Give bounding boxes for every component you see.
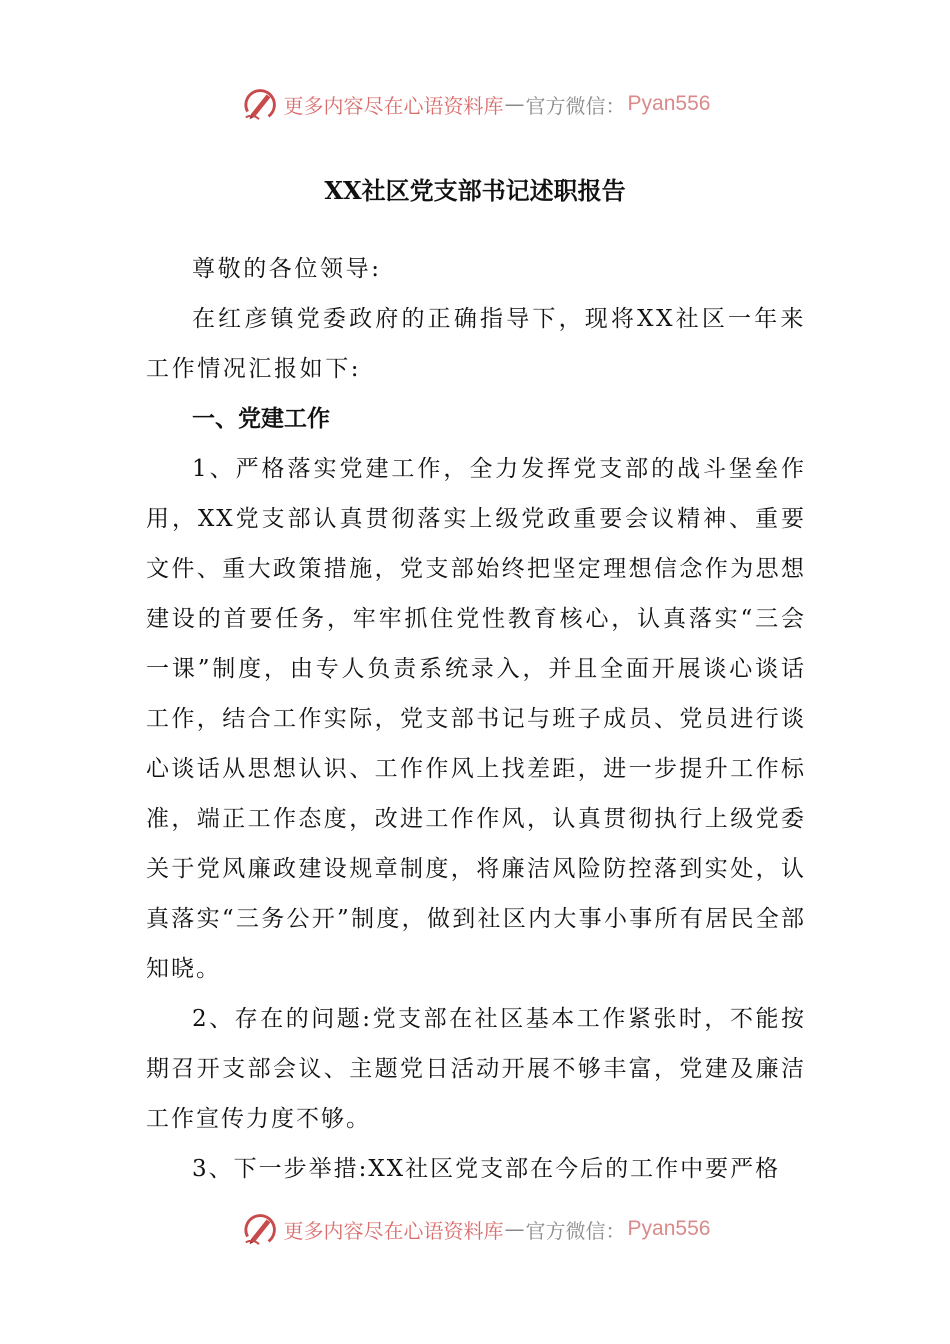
greeting: 尊敬的各位领导: <box>192 256 382 282</box>
watermark-gray-text: 官方微信： <box>525 1218 626 1243</box>
header-watermark <box>0 84 950 124</box>
watermark-gray-text: 官方微信： <box>525 93 626 118</box>
watermark-dash: — <box>504 1217 525 1241</box>
paragraph-2: 2、存在的问题:党支部在社区基本工作紧张时，不能按期召开支部会议、主题党日活动开展不够丰富，党建及廉洁工作宣传力度不够。 <box>146 1006 806 1132</box>
watermark-wechat-id: Pyan556 <box>627 92 711 115</box>
watermark-red-text: 更多内容尽在心语资料库 <box>283 93 504 118</box>
footer-watermark <box>0 1209 950 1249</box>
pen-circle-icon <box>240 85 278 123</box>
document-title: XX社区党支部书记述职报告 <box>324 176 626 205</box>
intro-paragraph: 在红彦镇党委政府的正确指导下，现将XX社区一年来工作情况汇报如下: <box>146 306 806 382</box>
watermark-wechat-id: Pyan556 <box>627 1217 711 1240</box>
watermark-dash: — <box>504 92 525 116</box>
pen-circle-icon <box>240 1210 278 1248</box>
watermark-red-text: 更多内容尽在心语资料库 <box>283 1218 504 1243</box>
paragraph-1: 1、严格落实党建工作，全力发挥党支部的战斗堡垒作用，XX党支部认真贯彻落实上级党政重要会议精神、重要文件、重大政策措施，党支部始终把坚定理想信念作为思想建设的首要任务，牢牢抓住党性教育核心，认真落实“三会一课”制度，由专人负责系统录入，并且全面开展谈心谈话工作，结合工作实际，党支部书记与班子成员、党员进行谈心谈话从思想认识、工作作风上找差距，进一步提升工作标准，端正工作态度，改进工作作风，认真贯彻执行上级党委关于党风廉政建设规章制度，将廉洁风险防控落到实处，认真落实“三务公开”制度，做到社区内大事小事所有居民全部知晓。 <box>146 456 806 982</box>
section-heading: 一、党建工作 <box>192 406 330 432</box>
paragraph-3: 3、下一步举措:XX社区党支部在今后的工作中要严格 <box>192 1156 781 1182</box>
document-body <box>146 244 806 1194</box>
